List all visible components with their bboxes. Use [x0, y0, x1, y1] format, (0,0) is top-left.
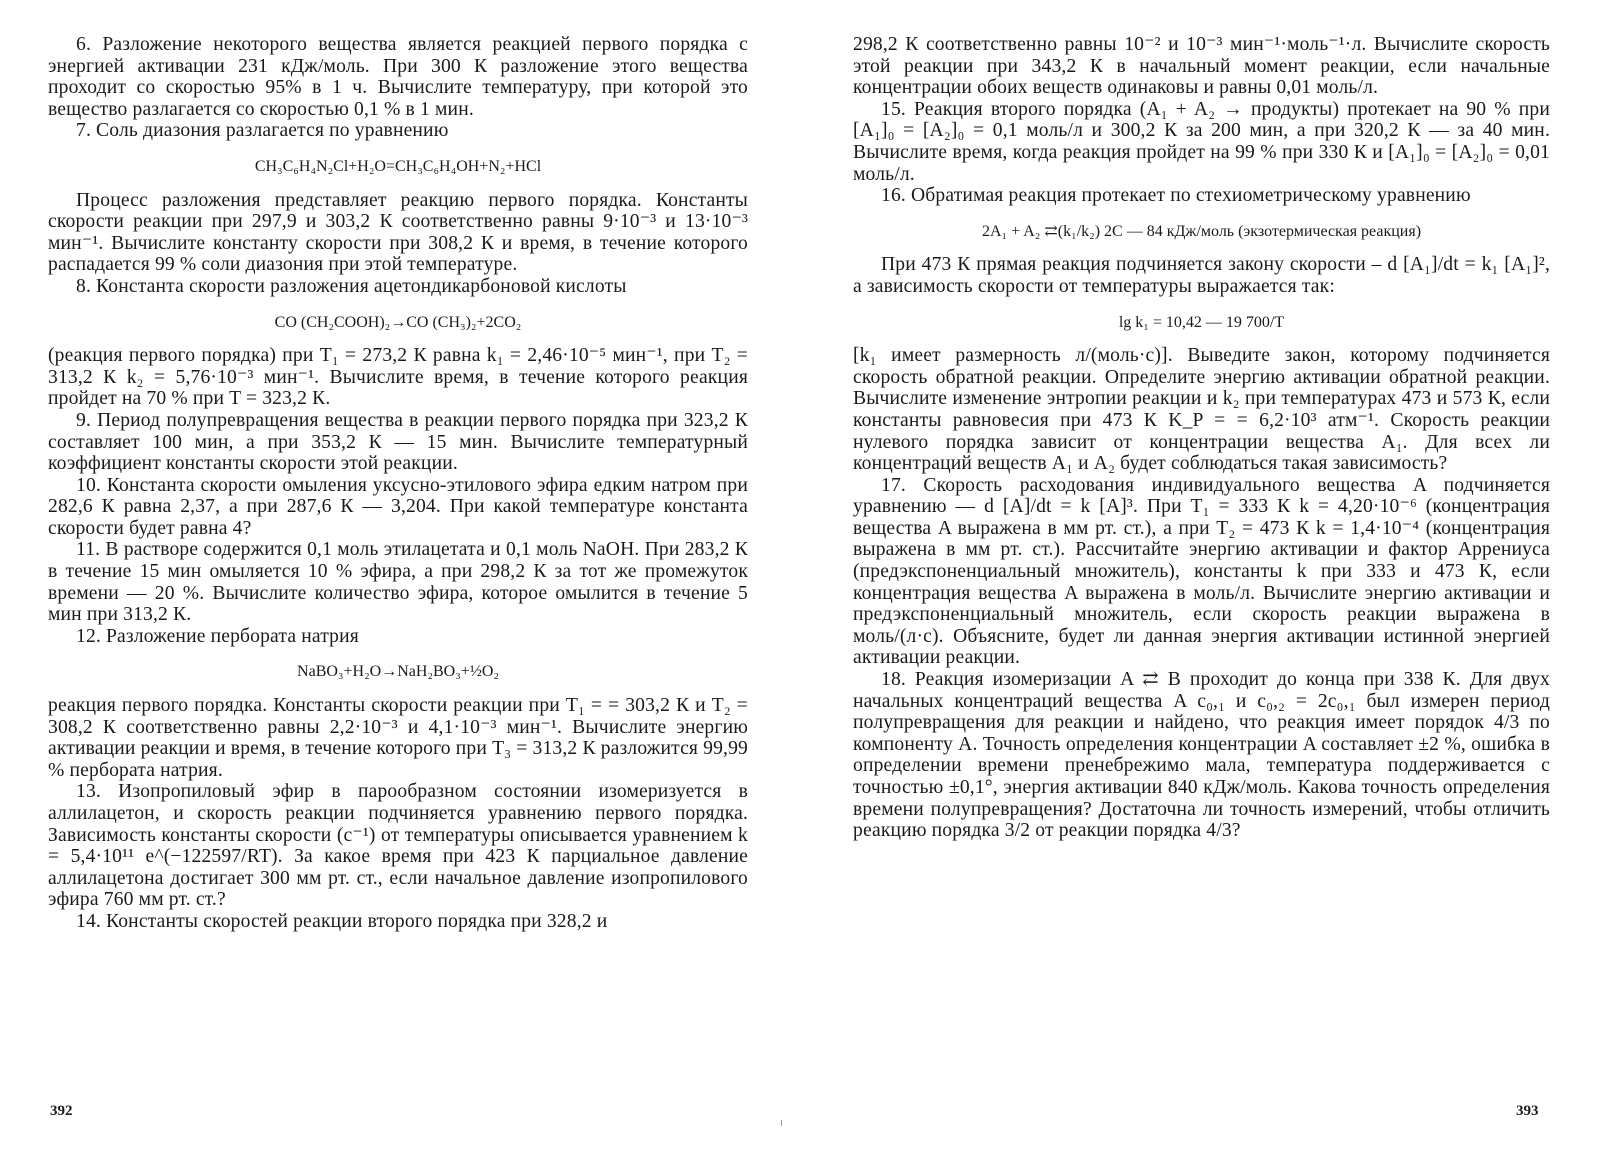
equation-16: 2A₁ + A₂ ⇄(k₁/k₂) 2C — 84 кДж/моль (экзотермическая реакция) — [981, 222, 1422, 240]
page-gutter-mark — [781, 1120, 782, 1126]
problem-16-text: При 473 К прямая реакция подчиняется закону скорости – d [A₁]/dt = k₁ [A₁]², а зависимость скорости от температуры выражается так: — [853, 254, 1550, 297]
page-number-left: 392 — [50, 1103, 73, 1119]
problem-7: 7. Соль диазония разлагается по уравнению — [76, 120, 449, 142]
equation-12: NaBO₃+H₂O→NaH₂BO₃+½O₂ — [297, 663, 499, 681]
equation-16b: lg k₁ = 10,42 — 19 700/T — [1118, 313, 1285, 331]
problem-12: 12. Разложение пербората натрия — [76, 625, 359, 647]
problem-14: 14. Константы скоростей реакции второго порядка при 328,2 и — [76, 910, 608, 932]
problem-8: 8. Константа скорости разложения ацетондикарбоновой кислоты — [76, 275, 627, 297]
right-page — [853, 34, 1550, 842]
problem-16: 16. Обратимая реакция протекает по стехиометрическому уравнению — [881, 185, 1471, 207]
problem-9: 9. Период полупревращения вещества в реакции первого порядка при 323,2 К составляет 100 мин, а при 353,2 К — 15 мин. Вычислите температурный коэффициент константы скорости этой реакции. — [48, 409, 748, 475]
left-page — [48, 34, 748, 933]
problem-10: 10. Константа скорости омыления уксусно-этилового эфира едким натром при 282,6 К равна 2,37, а при 287,6 К — 3,204. При какой температуре константа скорости будет равна 4? — [48, 474, 748, 539]
problem-7-text: Процесс разложения представляет реакцию первого порядка. Константы скорости реакции при 297,9 и 303,2 К соответственно равны 9·10⁻³ и 13·10⁻³ мин⁻¹. Вычислите константу скорости при 308,2 К и время, в течение которого распадается 99 % соли диазония при этой температуре. — [48, 189, 748, 276]
page-number-right: 393 — [1516, 1103, 1539, 1119]
problem-14-continued: 298,2 К соответственно равны 10⁻² и 10⁻³ мин⁻¹·моль⁻¹·л. Вычислите скорость этой реакции при 343,2 К в начальный момент реакции, если начальные концентрации обоих веществ одинаковы и равны 0,01 моль/л. — [853, 34, 1550, 99]
equation-7: CH₃C₆H₄N₂Cl+H₂O=CH₃C₆H₄OH+N₂+HCl — [254, 157, 542, 175]
problem-16-text-2: [k₁ имеет размерность л/(моль·с)]. Выведите закон, которому подчиняется скорость обратной реакции. Определите энергию активации обратной реакции. Вычислите изменение энтропии реакции и k₂ при температурах 473 и 573 К, если константы равновесия при 473 К K_P = = 6,2·10³ атм⁻¹. Скорость реакции нулевого порядка зависит от концентрации вещества A₁. Для всех ли концентраций веществ A₁ и A₂ будет соблюдаться такая зависимость? — [853, 345, 1550, 475]
problem-6: 6. Разложение некоторого вещества является реакцией первого порядка с энергией активации 231 кДж/моль. При 300 К разложение этого вещества проходит со скоростью 95% в 1 ч. Вычислите температуру, при которой это вещество разлагается со скоростью 0,1 % в 1 мин. — [48, 34, 748, 120]
problem-8-text: (реакция первого порядка) при T₁ = 273,2 К равна k₁ = 2,46·10⁻⁵ мин⁻¹, при T₂ = 313,2 К k₂ = 5,76·10⁻³ мин⁻¹. Вычислите время, в течение которого реакция пройдет на 70 % при T = 323,2 К. — [48, 345, 748, 410]
problem-18: 18. Реакция изомеризации A ⇄ B проходит до конца при 338 К. Для двух начальных концентраций вещества A c₀,₁ и c₀,₂ = 2c₀,₁ был измерен период полупревращения для реакции и найдено, что реакция имеет порядок 4/3 по компоненту A. Точность определения концентрации A составляет ±2 %, ошибка в определении времени пренебрежимо мала, температура поддерживается с точностью ±0,1°, энергия активации 840 кДж/моль. Какова точность определения времени полупревращения? Достаточна ли точность измерений, чтобы отличить реакцию порядка 3/2 от реакции порядка 4/3? — [853, 669, 1550, 842]
problem-15: 15. Реакция второго порядка (A₁ + A₂ → продукты) протекает на 90 % при [A₁]₀ = [A₂]₀ = 0,1 моль/л и 300,2 К за 200 мин, а при 320,2 К — за 40 мин. Вычислите время, когда реакция пройдет на 99 % при 330 К и [A₁]₀ = [A₂]₀ = 0,01 моль/л. — [853, 98, 1550, 185]
problem-11: 11. В растворе содержится 0,1 моль этилацетата и 0,1 моль NaOH. При 283,2 К в течение 15 мин омыляется 10 % эфира, а при 298,2 К за тот же промежуток времени — 20 %. Вычислите количество эфира, которое омылится в течение 5 мин при 313,2 К. — [48, 539, 748, 626]
problem-17: 17. Скорость расходования индивидуального вещества A подчиняется уравнению — d [A]/dt = k [A]³. При T₁ = 333 К k = 4,20·10⁻⁶ (концентрация вещества A выражена в мм рт. ст.), а при T₂ = 473 К k = 1,4·10⁻⁴ (концентрация выражена в мм рт. ст.). Рассчитайте энергию активации и фактор Аррениуса (предэкспоненциальный множитель), константы k при 333 и 473 К, если концентрация вещества A выражена в моль/л. Вычислите энергию активации и предэкспоненциальный множитель, если скорость реакции выражена в моль/(л·с). Объясните, будет ли данная энергия активации истинной энергией активации реакции. — [853, 474, 1550, 669]
equation-8: CO (CH₂COOH)₂→CO (CH₃)₂+2CO₂ — [274, 313, 522, 331]
problem-13: 13. Изопропиловый эфир в парообразном состоянии изомеризуется в аллилацетон, и скорость реакции подчиняется уравнению первого порядка. Зависимость константы скорости (с⁻¹) от температуры описывается уравнением k = 5,4·10¹¹ e^(−122597/RT). За какое время при 423 К парциальное давление аллилацетона достигает 300 мм рт. ст., если начальное давление изопропилового эфира 760 мм рт. ст.? — [48, 781, 748, 911]
problem-12-text: реакция первого порядка. Константы скорости реакции при T₁ = = 303,2 К и T₂ = 308,2 К соответственно равны 2,2·10⁻³ и 4,1·10⁻³ мин⁻¹. Вычислите энергию активации реакции и время, в течение которого при T₃ = 313,2 К разложится 99,99 % пербората натрия. — [48, 695, 748, 781]
